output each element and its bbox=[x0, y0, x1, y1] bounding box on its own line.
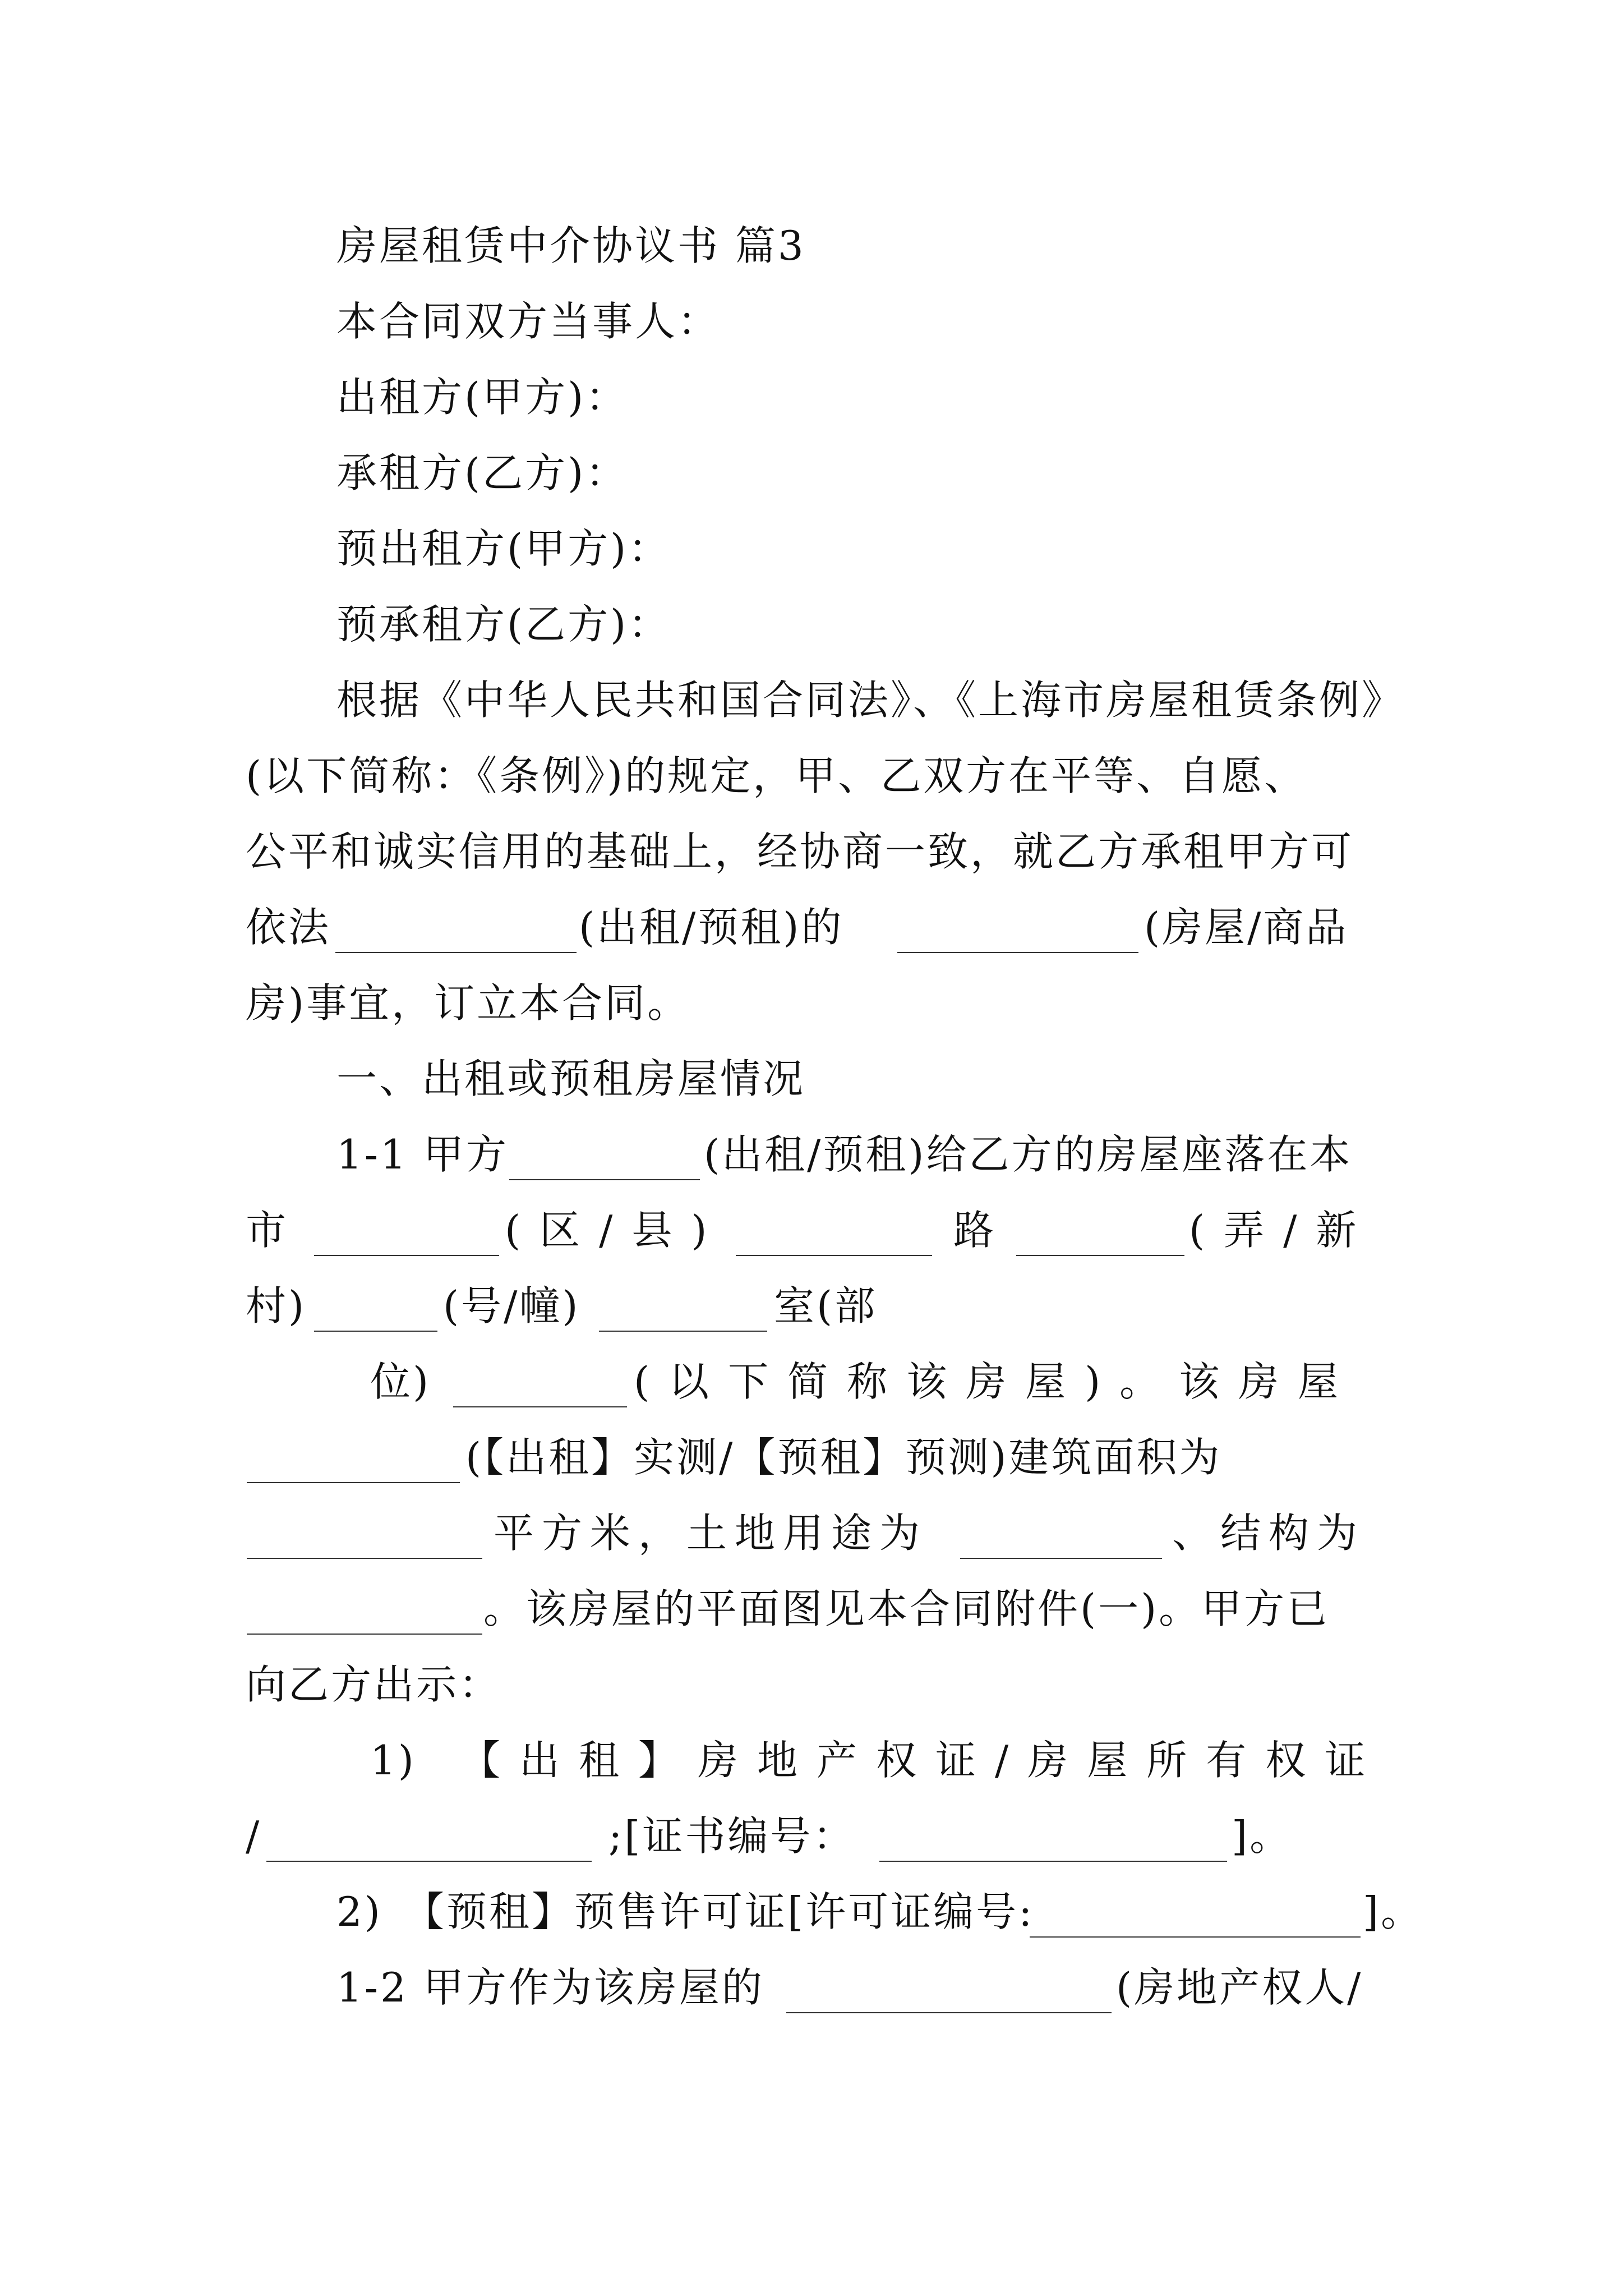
clause-1-1-text-7: 。该房屋的平面图见本合同附件(一)。甲方已 bbox=[483, 1585, 1330, 1632]
clause-1-1-text-8: 向乙方出示： bbox=[246, 1661, 502, 1708]
section-1-heading bbox=[0, 1041, 1623, 1117]
preamble-line-3 bbox=[0, 813, 1623, 890]
blank-road bbox=[736, 1255, 932, 1256]
item-1-number: 1) bbox=[370, 1737, 416, 1784]
item-1-cert-label: ;[证书编号： bbox=[608, 1812, 856, 1860]
item-1-line-1 bbox=[0, 1722, 1623, 1798]
blank-district bbox=[314, 1255, 499, 1256]
party-pre-lessor-text: 预出租方(甲方)： bbox=[336, 525, 671, 572]
blank-lease-type-2 bbox=[509, 1179, 700, 1180]
blank-number bbox=[314, 1331, 437, 1332]
clause-1-2-text-b: (房地产权人/ bbox=[1116, 1964, 1363, 2011]
party-pre-lessee bbox=[0, 586, 1623, 662]
item-1-end: ]。 bbox=[1232, 1812, 1293, 1860]
clause-1-1-text-3b: (号/幢) bbox=[443, 1282, 580, 1329]
clause-1-1-line-1 bbox=[0, 1116, 1623, 1193]
item-2-number: 2) bbox=[336, 1888, 382, 1935]
clause-1-1-line-8 bbox=[0, 1646, 1623, 1723]
party-pre-lessee-text: 预承租方(乙方)： bbox=[336, 601, 671, 648]
clause-1-1-text-6a: 平方米，土地用途为 bbox=[494, 1510, 928, 1557]
clause-1-1-line-6 bbox=[0, 1495, 1623, 1571]
clause-1-1-text-2c: 路 bbox=[953, 1207, 997, 1254]
clause-1-1-line-4 bbox=[0, 1343, 1623, 1420]
clause-1-1-text-6b: 、结构为 bbox=[1172, 1510, 1366, 1557]
party-pre-lessor bbox=[0, 510, 1623, 587]
preamble-line-5 bbox=[0, 965, 1623, 1041]
item-1-line-2 bbox=[0, 1798, 1623, 1874]
blank-property-type bbox=[897, 952, 1138, 953]
blank-cert-number bbox=[879, 1861, 1227, 1862]
preamble-text-5: 房)事宜，订立本合同。 bbox=[246, 979, 690, 1027]
item-2-end: ]。 bbox=[1363, 1888, 1424, 1935]
preamble-line-2 bbox=[0, 738, 1623, 814]
document-title bbox=[0, 208, 1623, 284]
clause-1-1-text-3a: 村) bbox=[246, 1282, 307, 1329]
section-1-heading-text: 一、出租或预租房屋情况 bbox=[336, 1055, 806, 1102]
preamble-text-3: 公平和诚实信用的基础上，经协商一致，就乙方承租甲方可 bbox=[246, 828, 1354, 875]
party-lessee bbox=[0, 435, 1623, 511]
clause-1-2-text-a: 1-2 甲方作为该房屋的 bbox=[336, 1964, 764, 2011]
item-2-line bbox=[0, 1874, 1623, 1950]
blank-room bbox=[599, 1331, 767, 1332]
clause-1-1-text-4a: 位) bbox=[370, 1358, 431, 1405]
preamble-text-4c: (房屋/商品 bbox=[1144, 904, 1349, 951]
clause-1-1-line-2 bbox=[0, 1192, 1623, 1268]
blank-floor-area bbox=[247, 1558, 482, 1559]
title-text: 房屋租赁中介协议书 篇3 bbox=[336, 222, 806, 269]
preamble-line-1 bbox=[0, 662, 1623, 738]
clause-1-1-text-3c: 室(部 bbox=[774, 1282, 878, 1329]
party-lessor bbox=[0, 359, 1623, 435]
clause-1-1-line-3 bbox=[0, 1268, 1623, 1344]
clause-1-1-text-2d: (弄/新 bbox=[1189, 1207, 1376, 1254]
parties-intro-text: 本合同双方当事人： bbox=[336, 298, 721, 345]
item-1-text: 【出租】房地产权证/房屋所有权证 bbox=[460, 1737, 1385, 1784]
blank-structure bbox=[247, 1634, 482, 1635]
preamble-text-1: 根据《中华人民共和国合同法》、《上海市房屋租赁条例》 bbox=[336, 677, 1405, 724]
item-2-text: 【预租】预售许可证[许可证编号: bbox=[404, 1888, 1035, 1935]
clause-1-1-text-2b: (区/县) bbox=[505, 1207, 726, 1254]
blank-permit-number bbox=[1030, 1936, 1361, 1938]
preamble-text-4a: 依法 bbox=[246, 904, 331, 951]
blank-position bbox=[453, 1406, 627, 1407]
clause-1-1-text-2a: 市 bbox=[246, 1207, 289, 1254]
blank-land-use bbox=[960, 1558, 1162, 1559]
party-lessee-text: 承租方(乙方)： bbox=[336, 449, 629, 496]
clause-1-2-line bbox=[0, 1949, 1623, 2026]
blank-cert-type bbox=[266, 1861, 592, 1862]
clause-1-1-line-5 bbox=[0, 1419, 1623, 1496]
preamble-line-4 bbox=[0, 889, 1623, 965]
preamble-text-2: (以下简称：《条例》)的规定，甲、乙双方在平等、自愿、 bbox=[246, 752, 1307, 799]
preamble-text-4b: (出租/预租)的 bbox=[579, 904, 844, 951]
clause-1-1-text-1b: (出租/预租)给乙方的房屋座落在本 bbox=[704, 1131, 1353, 1178]
item-1-slash: / bbox=[246, 1812, 262, 1860]
clause-1-1-text-4b: (以下简称该房屋)。该房屋 bbox=[634, 1358, 1358, 1405]
blank-lane bbox=[1016, 1255, 1184, 1256]
clause-1-1-text-1a: 1-1 甲方 bbox=[336, 1131, 509, 1178]
clause-1-1-line-7 bbox=[0, 1571, 1623, 1647]
party-lessor-text: 出租方(甲方)： bbox=[336, 374, 629, 421]
blank-lease-type bbox=[335, 952, 577, 953]
blank-measure-type bbox=[247, 1482, 460, 1483]
parties-intro bbox=[0, 283, 1623, 360]
clause-1-1-text-5: (【出租】实测/【预租】预测)建筑面积为 bbox=[465, 1434, 1222, 1481]
blank-owner-role bbox=[786, 2012, 1112, 2013]
